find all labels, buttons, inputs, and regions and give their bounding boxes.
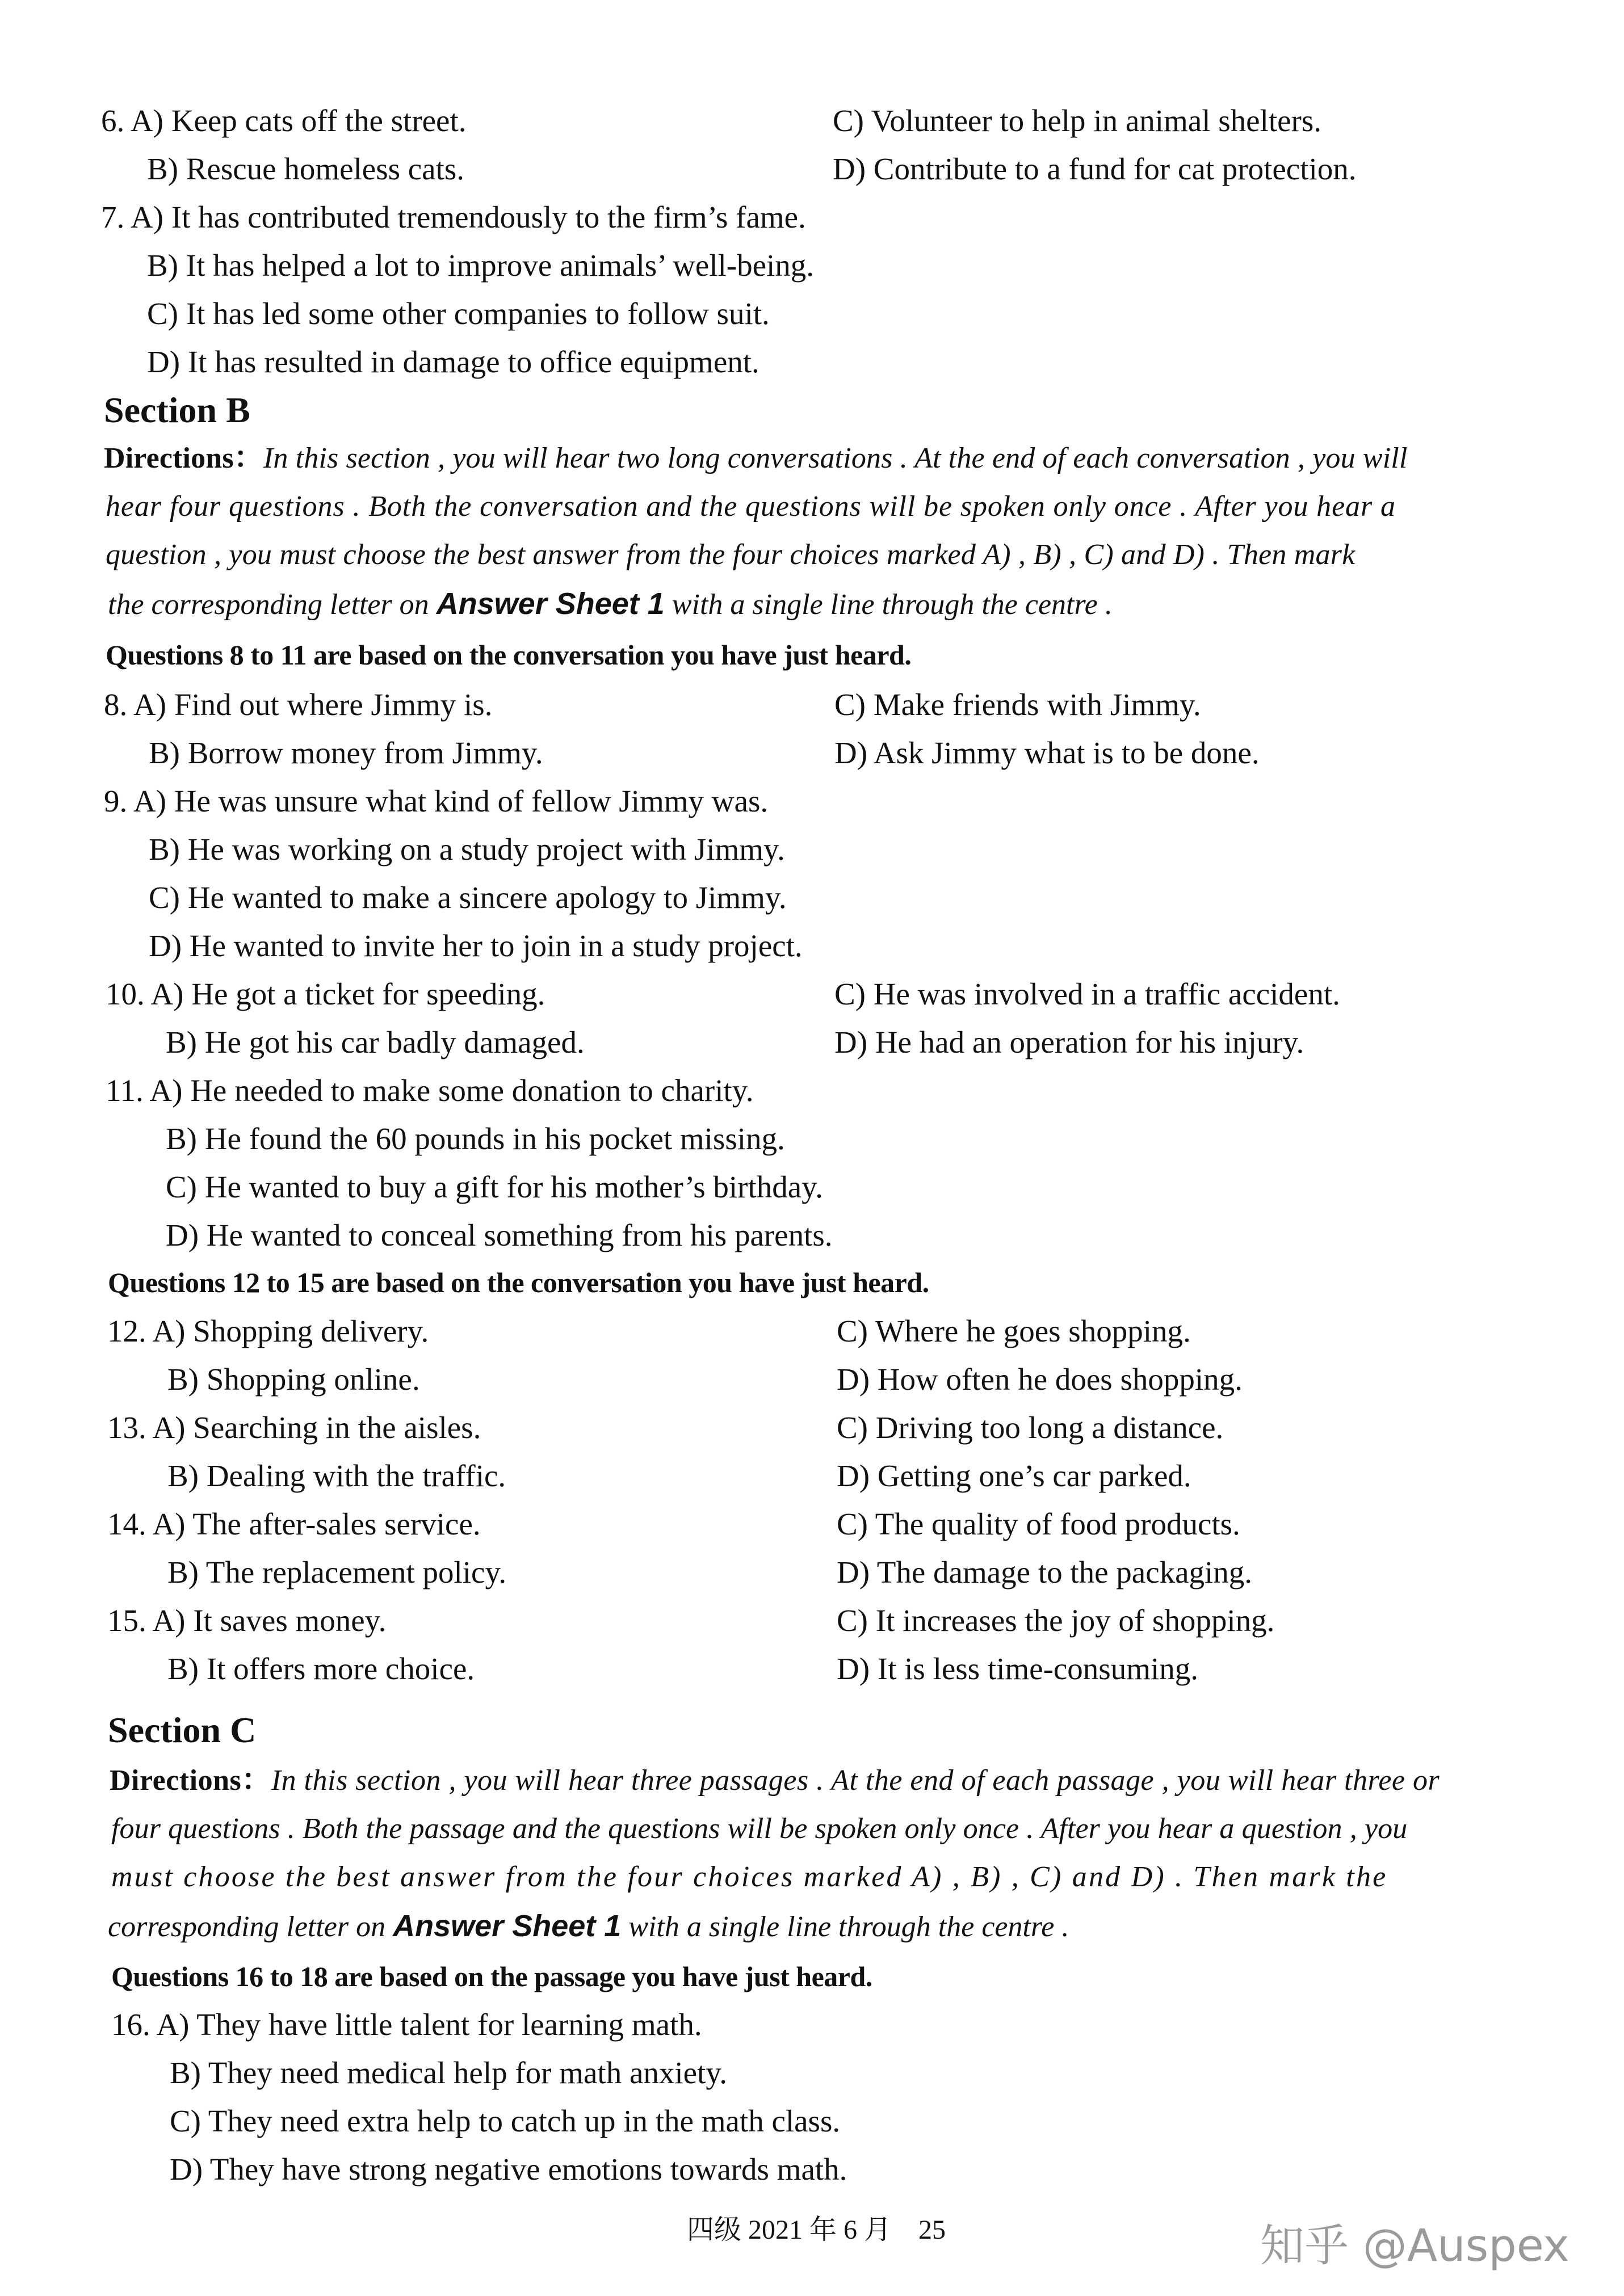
directions-text: with a single line through the centre .: [664, 588, 1113, 621]
directions-label: Directions：: [104, 442, 263, 474]
directions-text: corresponding letter on: [108, 1911, 393, 1943]
answer-option: C) He was involved in a traffic accident.: [834, 977, 1340, 1011]
section-b-directions-line-2: hear four questions . Both the conversation and the questions will be spoken only once . After you hear a: [106, 490, 1396, 523]
answer-option: D) How often he does shopping.: [837, 1362, 1243, 1397]
answer-sheet-label: Answer Sheet 1: [393, 1909, 622, 1943]
answer-option: D) Getting one’s car parked.: [837, 1458, 1191, 1493]
answer-option: C) Driving too long a distance.: [837, 1410, 1224, 1445]
page-footer: 四级 2021 年 6 月 25: [687, 2215, 946, 2245]
answer-option: 16. A) They have little talent for learning math.: [111, 2007, 702, 2042]
answer-option: 11. A) He needed to make some donation to charity.: [106, 1073, 754, 1108]
answer-option: D) He had an operation for his injury.: [834, 1025, 1304, 1059]
answer-option: B) Shopping online.: [167, 1362, 420, 1397]
section-c-title: Section C: [108, 1710, 257, 1750]
directions-text: In this section , you will hear two long conversations . At the end of each conversation , you will: [263, 442, 1408, 474]
zhihu-watermark: 知乎 @Auspex: [1260, 2221, 1570, 2272]
answer-option: D) They have strong negative emotions towards math.: [170, 2152, 847, 2186]
answer-option: B) He was working on a study project with Jimmy.: [149, 832, 785, 867]
answer-option: 7. A) It has contributed tremendously to the firm’s fame.: [101, 200, 806, 234]
answer-option: B) The replacement policy.: [167, 1555, 507, 1589]
answer-option: D) Contribute to a fund for cat protection.: [833, 152, 1357, 186]
questions-8-11-header: Questions 8 to 11 are based on the conversation you have just heard.: [106, 639, 912, 671]
answer-option: D) It is less time-consuming.: [837, 1651, 1199, 1686]
answer-option: 12. A) Shopping delivery.: [107, 1314, 429, 1348]
directions-text: the corresponding letter on: [108, 588, 437, 621]
answer-option: C) He wanted to buy a gift for his mother’s birthday.: [166, 1170, 823, 1204]
section-c-directions-line-1: [110, 1766, 1440, 1795]
answer-option: C) They need extra help to catch up in the math class.: [170, 2104, 841, 2138]
section-b-directions-line-4: [108, 588, 1113, 620]
answer-option: B) It has helped a lot to improve animals’ well-being.: [147, 248, 815, 283]
section-c-directions-line-2: four questions . Both the passage and the questions will be spoken only once . After you hear a question , you: [111, 1813, 1408, 1845]
answer-option: C) Where he goes shopping.: [837, 1314, 1191, 1348]
answer-option: D) He wanted to conceal something from his parents.: [166, 1218, 833, 1252]
questions-16-18-header: Questions 16 to 18 are based on the passage you have just heard.: [111, 1961, 872, 1992]
answer-option: D) Ask Jimmy what is to be done.: [834, 735, 1260, 770]
answer-option: B) Borrow money from Jimmy.: [149, 735, 543, 770]
directions-label: Directions：: [110, 1764, 271, 1797]
section-c-directions-line-4: [108, 1911, 1069, 1942]
answer-option: B) It offers more choice.: [167, 1651, 475, 1686]
answer-option: D) He wanted to invite her to join in a study project.: [149, 928, 803, 963]
answer-option: 8. A) Find out where Jimmy is.: [104, 687, 493, 722]
answer-option: C) Volunteer to help in animal shelters.: [833, 103, 1322, 138]
answer-option: B) They need medical help for math anxiety.: [170, 2055, 728, 2090]
answer-option: C) It increases the joy of shopping.: [837, 1603, 1275, 1638]
answer-option: C) The quality of food products.: [837, 1507, 1240, 1541]
answer-option: C) Make friends with Jimmy.: [834, 687, 1201, 722]
answer-option: D) The damage to the packaging.: [837, 1555, 1253, 1589]
answer-option: B) Dealing with the traffic.: [167, 1458, 506, 1493]
answer-sheet-label: Answer Sheet 1: [436, 587, 665, 621]
answer-option: B) He got his car badly damaged.: [166, 1025, 585, 1059]
answer-option: 13. A) Searching in the aisles.: [107, 1410, 481, 1445]
section-b-directions-line-3: question , you must choose the best answer from the four choices marked A) , B) , C) and D) . Then mark: [106, 539, 1356, 571]
answer-option: 15. A) It saves money.: [107, 1603, 387, 1638]
answer-option: C) He wanted to make a sincere apology to Jimmy.: [149, 880, 787, 915]
section-c-directions-line-3: must choose the best answer from the four choices marked A) , B) , C) and D) . Then mark the: [111, 1861, 1388, 1893]
answer-option: 10. A) He got a ticket for speeding.: [106, 977, 545, 1011]
answer-option: 14. A) The after-sales service.: [107, 1507, 481, 1541]
answer-option: C) It has led some other companies to follow suit.: [147, 296, 770, 331]
answer-option: B) He found the 60 pounds in his pocket missing.: [166, 1121, 785, 1156]
answer-option: B) Rescue homeless cats.: [147, 152, 465, 186]
questions-12-15-header: Questions 12 to 15 are based on the conversation you have just heard.: [108, 1267, 929, 1298]
section-b-directions-line-1: [104, 444, 1408, 473]
directions-text: with a single line through the centre .: [621, 1911, 1069, 1943]
answer-option: D) It has resulted in damage to office equipment.: [147, 344, 759, 379]
directions-text: In this section , you will hear three passages . At the end of each passage , you will hear three or: [271, 1764, 1440, 1797]
section-b-title: Section B: [104, 390, 250, 430]
answer-option: 9. A) He was unsure what kind of fellow Jimmy was.: [104, 784, 769, 818]
answer-option: 6. A) Keep cats off the street.: [101, 103, 467, 138]
